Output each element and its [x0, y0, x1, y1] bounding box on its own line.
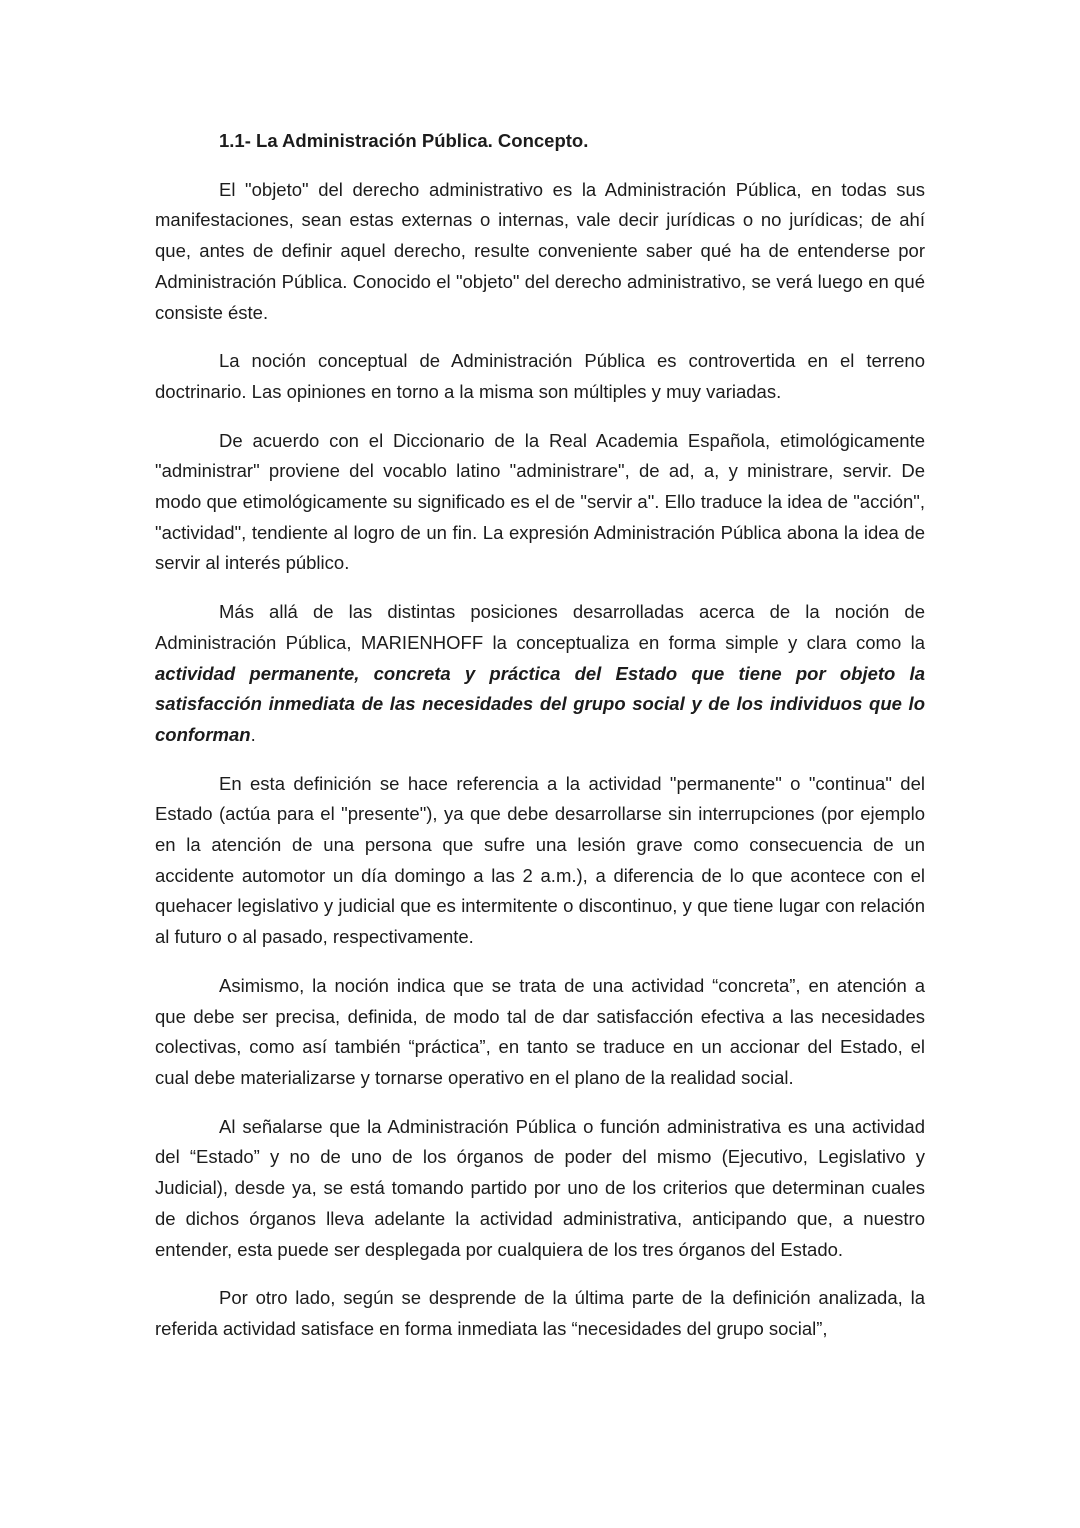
- paragraph-objeto: El "objeto" del derecho administrativo es la Administración Pública, en todas sus manifestaciones, sean estas externas o internas, vale decir jurídicas o no jurídicas; de ahí que, antes de definir aquel derecho, resulte conveniente saber qué ha de entenderse por Administración Pública. Conocido el "objeto" del derecho administrativo, se verá luego en qué consiste éste.: [155, 178, 925, 323]
- paragraph-necesidades: Por otro lado, según se desprende de la última parte de la definición analizada, la referida actividad satisface en forma inmediata las “necesidades del grupo social”,: [155, 1287, 925, 1339]
- paragraph-concreta: Asimismo, la noción indica que se trata de una actividad “concreta”, en atención a que debe ser precisa, definida, de modo tal de dar satisfacción efectiva a las necesidades colectivas, como así también “práctica”, en tanto se traduce en un accionar del Estado, el cual debe materializarse y tornarse operativo en el plano de la realidad social.: [155, 974, 925, 1088]
- paragraph-permanente: En esta definición se hace referencia a la actividad "permanente" o "continua" del Estado (actúa para el "presente"), ya que debe desarrollarse sin interrupciones (por ejemplo en la atención de una persona que sufre una lesión grave como consecuencia de un accidente automotor un día domingo a las 2 a.m.), a diferencia de lo que acontece con el quehacer legislativo y judicial que es intermitente o discontinuo, y que tiene lugar con relación al futuro o al pasado, respectivamente.: [155, 772, 925, 948]
- definition-emphasis: actividad permanente, concreta y práctica del Estado que tiene por objeto la satisfacción inmediata de las necesidades del grupo social y de los individuos que lo conforman: [155, 662, 925, 745]
- definition-end: .: [250, 723, 256, 745]
- paragraph-estado: Al señalarse que la Administración Pública o función administrativa es una actividad del “Estado” y no de uno de los órganos de poder del mismo (Ejecutivo, Legislativo y Judicial), desde ya, se está tomando partido por uno de los criterios que determinan cuales de dichos órganos lleva adelante la actividad administrativa, anticipando que, a nuestro entender, esta puede ser desplegada por cualquiera de los tres órganos del Estado.: [155, 1115, 925, 1260]
- document-body: [155, 126, 925, 1363]
- paragraph-etimologia: De acuerdo con el Diccionario de la Real Academia Española, etimológicamente "administrar" proviene del vocablo latino "administrare", de ad, a, y ministrare, servir. De modo que etimológicamente su significado es el de "servir a". Ello traduce la idea de "acción", "actividad", tendiente al logro de un fin. La expresión Administración Pública abona la idea de servir al interés público.: [155, 429, 925, 574]
- definition-intro: Más allá de las distintas posiciones desarrolladas acerca de la noción de Administración Pública, MARIENHOFF la conceptualiza en forma simple y clara como la: [155, 601, 925, 653]
- section-heading: 1.1- La Administración Pública. Concepto.: [219, 130, 589, 151]
- paragraph-nocion: La noción conceptual de Administración Pública es controvertida en el terreno doctrinario. Las opiniones en torno a la misma son múltiples y muy variadas.: [155, 350, 925, 402]
- paragraph-definicion: [155, 597, 925, 751]
